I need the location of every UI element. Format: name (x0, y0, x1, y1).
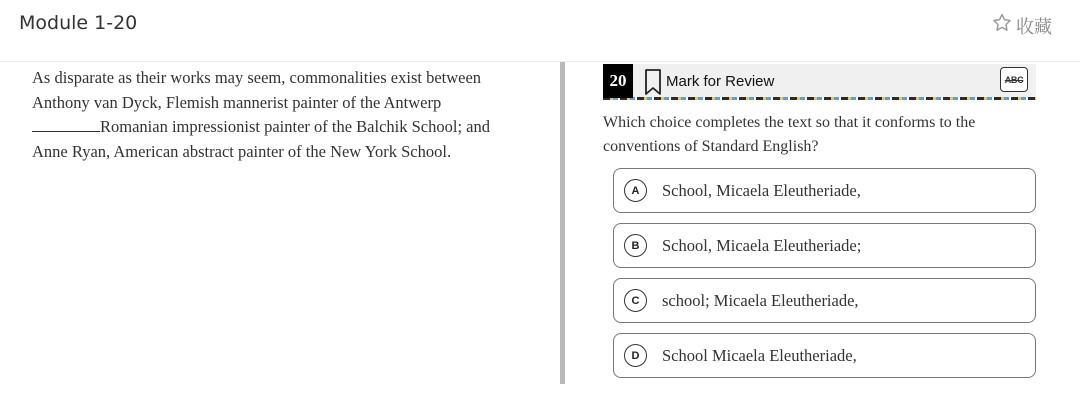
choice-d[interactable] (613, 333, 1036, 378)
module-title: Module 1-20 (19, 12, 138, 34)
choice-text: School, Micaela Eleutheriade, (662, 180, 861, 200)
passage-line: Anne Ryan, American abstract painter of the New York School. (32, 142, 452, 162)
mark-for-review-label[interactable]: Mark for Review (666, 73, 775, 90)
passage-line: As disparate as their works may seem, commonalities exist between (32, 68, 482, 87)
choice-letter: B (624, 234, 647, 257)
answer-blank (32, 118, 100, 132)
choice-a[interactable] (613, 168, 1036, 213)
bookmark-icon[interactable] (643, 68, 663, 96)
question-header-dashed-rule (603, 97, 1036, 100)
abc-label: ABC (1004, 74, 1024, 85)
strikethrough-abc-button[interactable] (1000, 67, 1028, 92)
favorite-label: 收藏 (1016, 16, 1052, 38)
pane-divider[interactable] (560, 62, 565, 384)
choice-text: school; Micaela Eleutheriade, (662, 290, 859, 310)
top-bar (0, 0, 1080, 62)
passage-text (32, 66, 552, 165)
choice-c[interactable] (613, 278, 1036, 323)
choice-text: School Micaela Eleutheriade, (662, 345, 857, 365)
passage-line: Anthony van Dyck, Flemish mannerist painter of the Antwerp (32, 92, 442, 112)
choice-letter: C (624, 289, 647, 312)
star-outline-icon (991, 12, 1013, 39)
choice-b[interactable] (613, 223, 1036, 268)
question-prompt: Which choice completes the text so that it conforms to the conventions of Standard English? (603, 114, 976, 155)
passage-line-segment: Romanian impressionist painter of the Balchik School; and (100, 117, 490, 137)
choice-letter: A (624, 179, 647, 202)
question-number-badge: 20 (603, 64, 633, 98)
choice-text: School, Micaela Eleutheriade; (662, 235, 862, 255)
favorite-button[interactable] (991, 12, 1052, 39)
choice-letter: D (624, 344, 647, 367)
passage-line (32, 115, 552, 140)
